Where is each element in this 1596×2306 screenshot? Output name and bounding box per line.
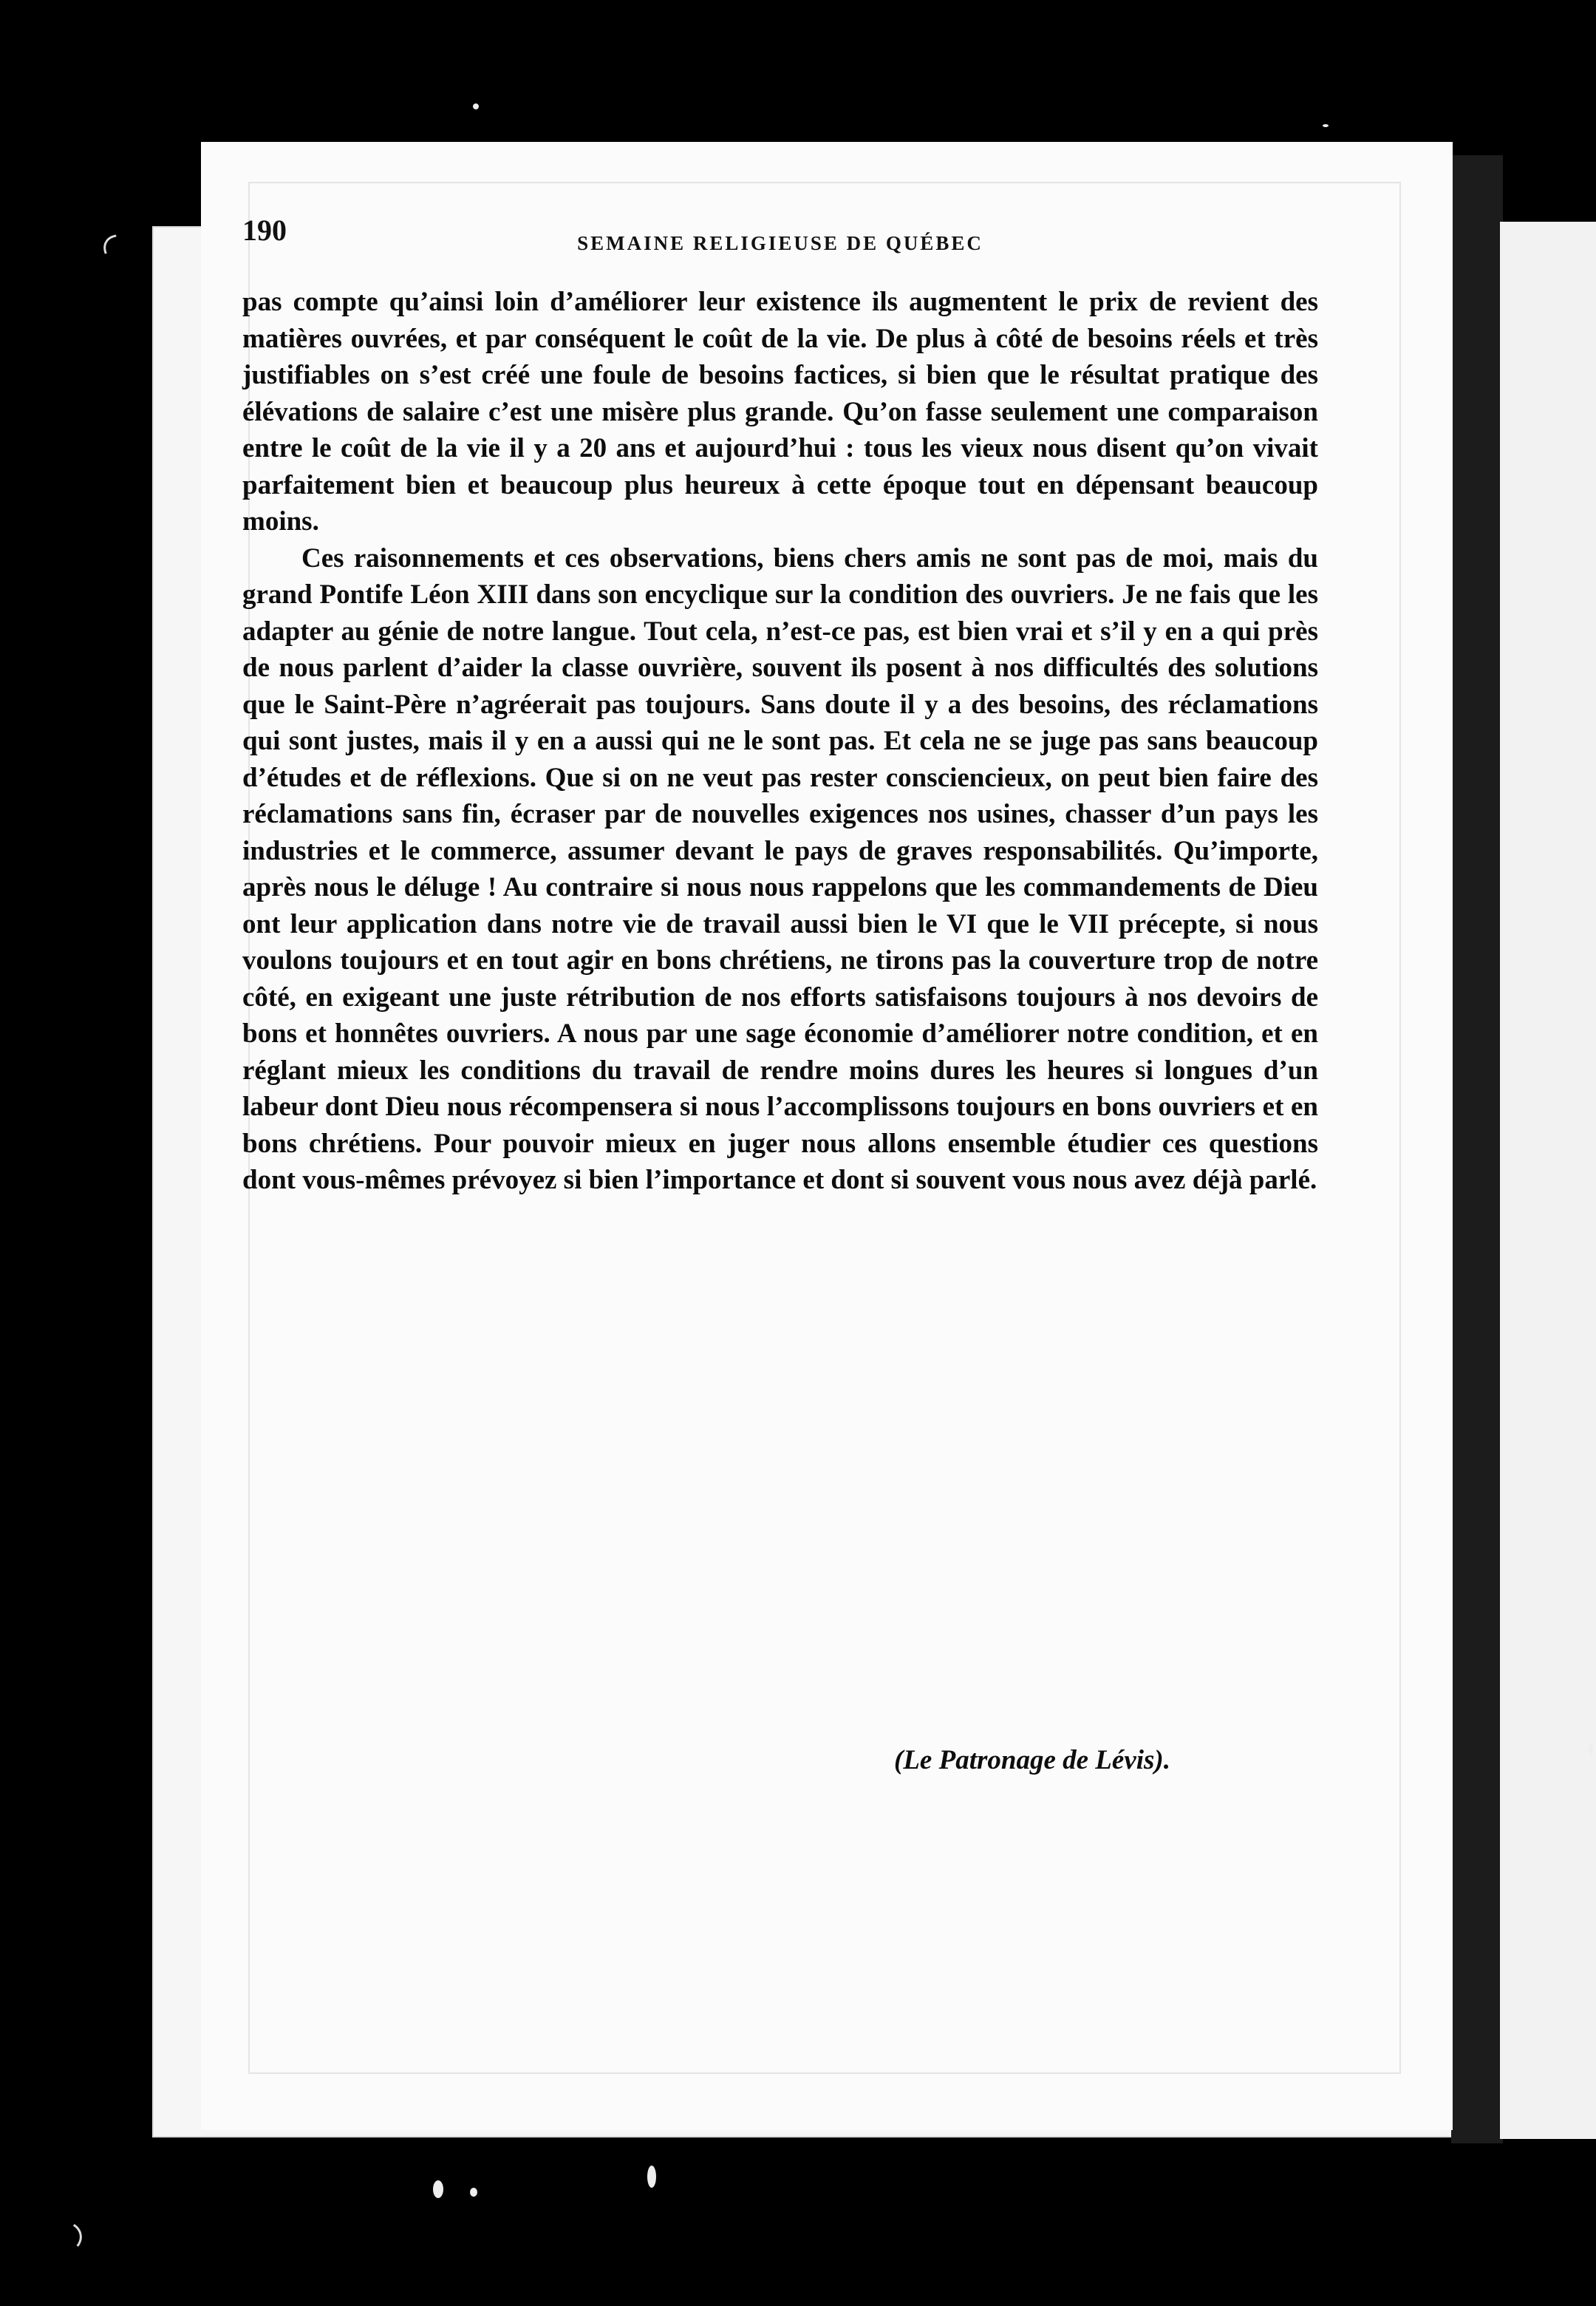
dust-speck (473, 103, 479, 109)
body-text (242, 284, 1318, 1199)
paragraph-2: Ces raisonnements et ces observations, biens chers amis ne sont pas de moi, mais du grand Pontife Léon XIII dans son encyclique sur la condition des ouvriers. Je ne fais que les adapter au génie de notre langue. Tout cela, n’est-ce pas, est bien vrai et s’il y en a qui près de nous parlent d’aider la classe ouvrière, souvent ils posent à nos difficultés des solutions que le Saint-Père n’agréerait pas toujours. Sans doute il y a des besoins, des réclamations qui sont justes, mais il y en a aussi qui ne le sont pas. Et cela ne se juge pas sans beaucoup d’études et de réflexions. Que si on ne veut pas rester consciencieux, on peut bien faire des réclamations sans fin, écraser par de nouvelles exigences nos usines, chasser d’un pays les industries et le commerce, assumer devant le pays de graves responsabilités. Qu’importe, après nous le déluge ! Au contraire si nous nous rappelons que les commandements de Dieu ont leur application dans notre vie de travail aussi bien le VI que le VII précepte, si nous voulons toujours et en tout agir en bons chrétiens, ne tirons pas la couverture trop de notre côté, en exigeant une juste rétribution de nos efforts satisfaisons toujours à nos devoirs de bons et honnêtes ouvriers. A nous par une sage économie d’améliorer notre condition, et en réglant mieux les conditions du travail de rendre moins dures les heures si longues d’un labeur dont Dieu nous récompensera si nous l’accomplissons toujours en bons ouvriers et en bons chrétiens. Pour pouvoir mieux en juger nous allons ensemble étudier ces questions dont vous-mêmes prévoyez si bien l’importance et dont si souvent vous nous avez déjà parlé. (242, 543, 1318, 1195)
back-sheet-right (1500, 222, 1596, 2139)
page-number: 190 (242, 214, 287, 247)
dust-speck (1323, 124, 1329, 127)
film-scratch (97, 227, 156, 281)
signature-text: (Le Patronage de Lévis). (894, 1745, 1170, 1775)
page-stack-edge (1451, 155, 1503, 2143)
dust-speck (433, 2180, 443, 2198)
dust-speck (470, 2188, 477, 2197)
paragraph-1: pas compte qu’ainsi loin d’améliorer leur existence ils augmentent le prix de revient des matières ouvrées, et par conséquent le coût de la vie. De plus à côté de besoins réels et très justifiables on s’est créé une foule de besoins factices, si bien que le résultat pratique des élévations de salaire c’est une misère plus grande. Qu’on fasse seulement une comparaison entre le coût de la vie il y a 20 ans et aujourd’hui : tous les vieux nous disent qu’on vivait parfaitement bien et beaucoup plus heureux à cette époque tout en dépensant beaucoup moins. (242, 287, 1318, 537)
signature (242, 1744, 1170, 1776)
running-head: SEMAINE RELIGIEUSE DE QUÉBEC (577, 232, 983, 254)
dust-speck (1589, 1744, 1593, 1755)
dust-speck (647, 2166, 656, 2188)
film-scratch (38, 2217, 84, 2258)
page-header (242, 213, 1318, 272)
